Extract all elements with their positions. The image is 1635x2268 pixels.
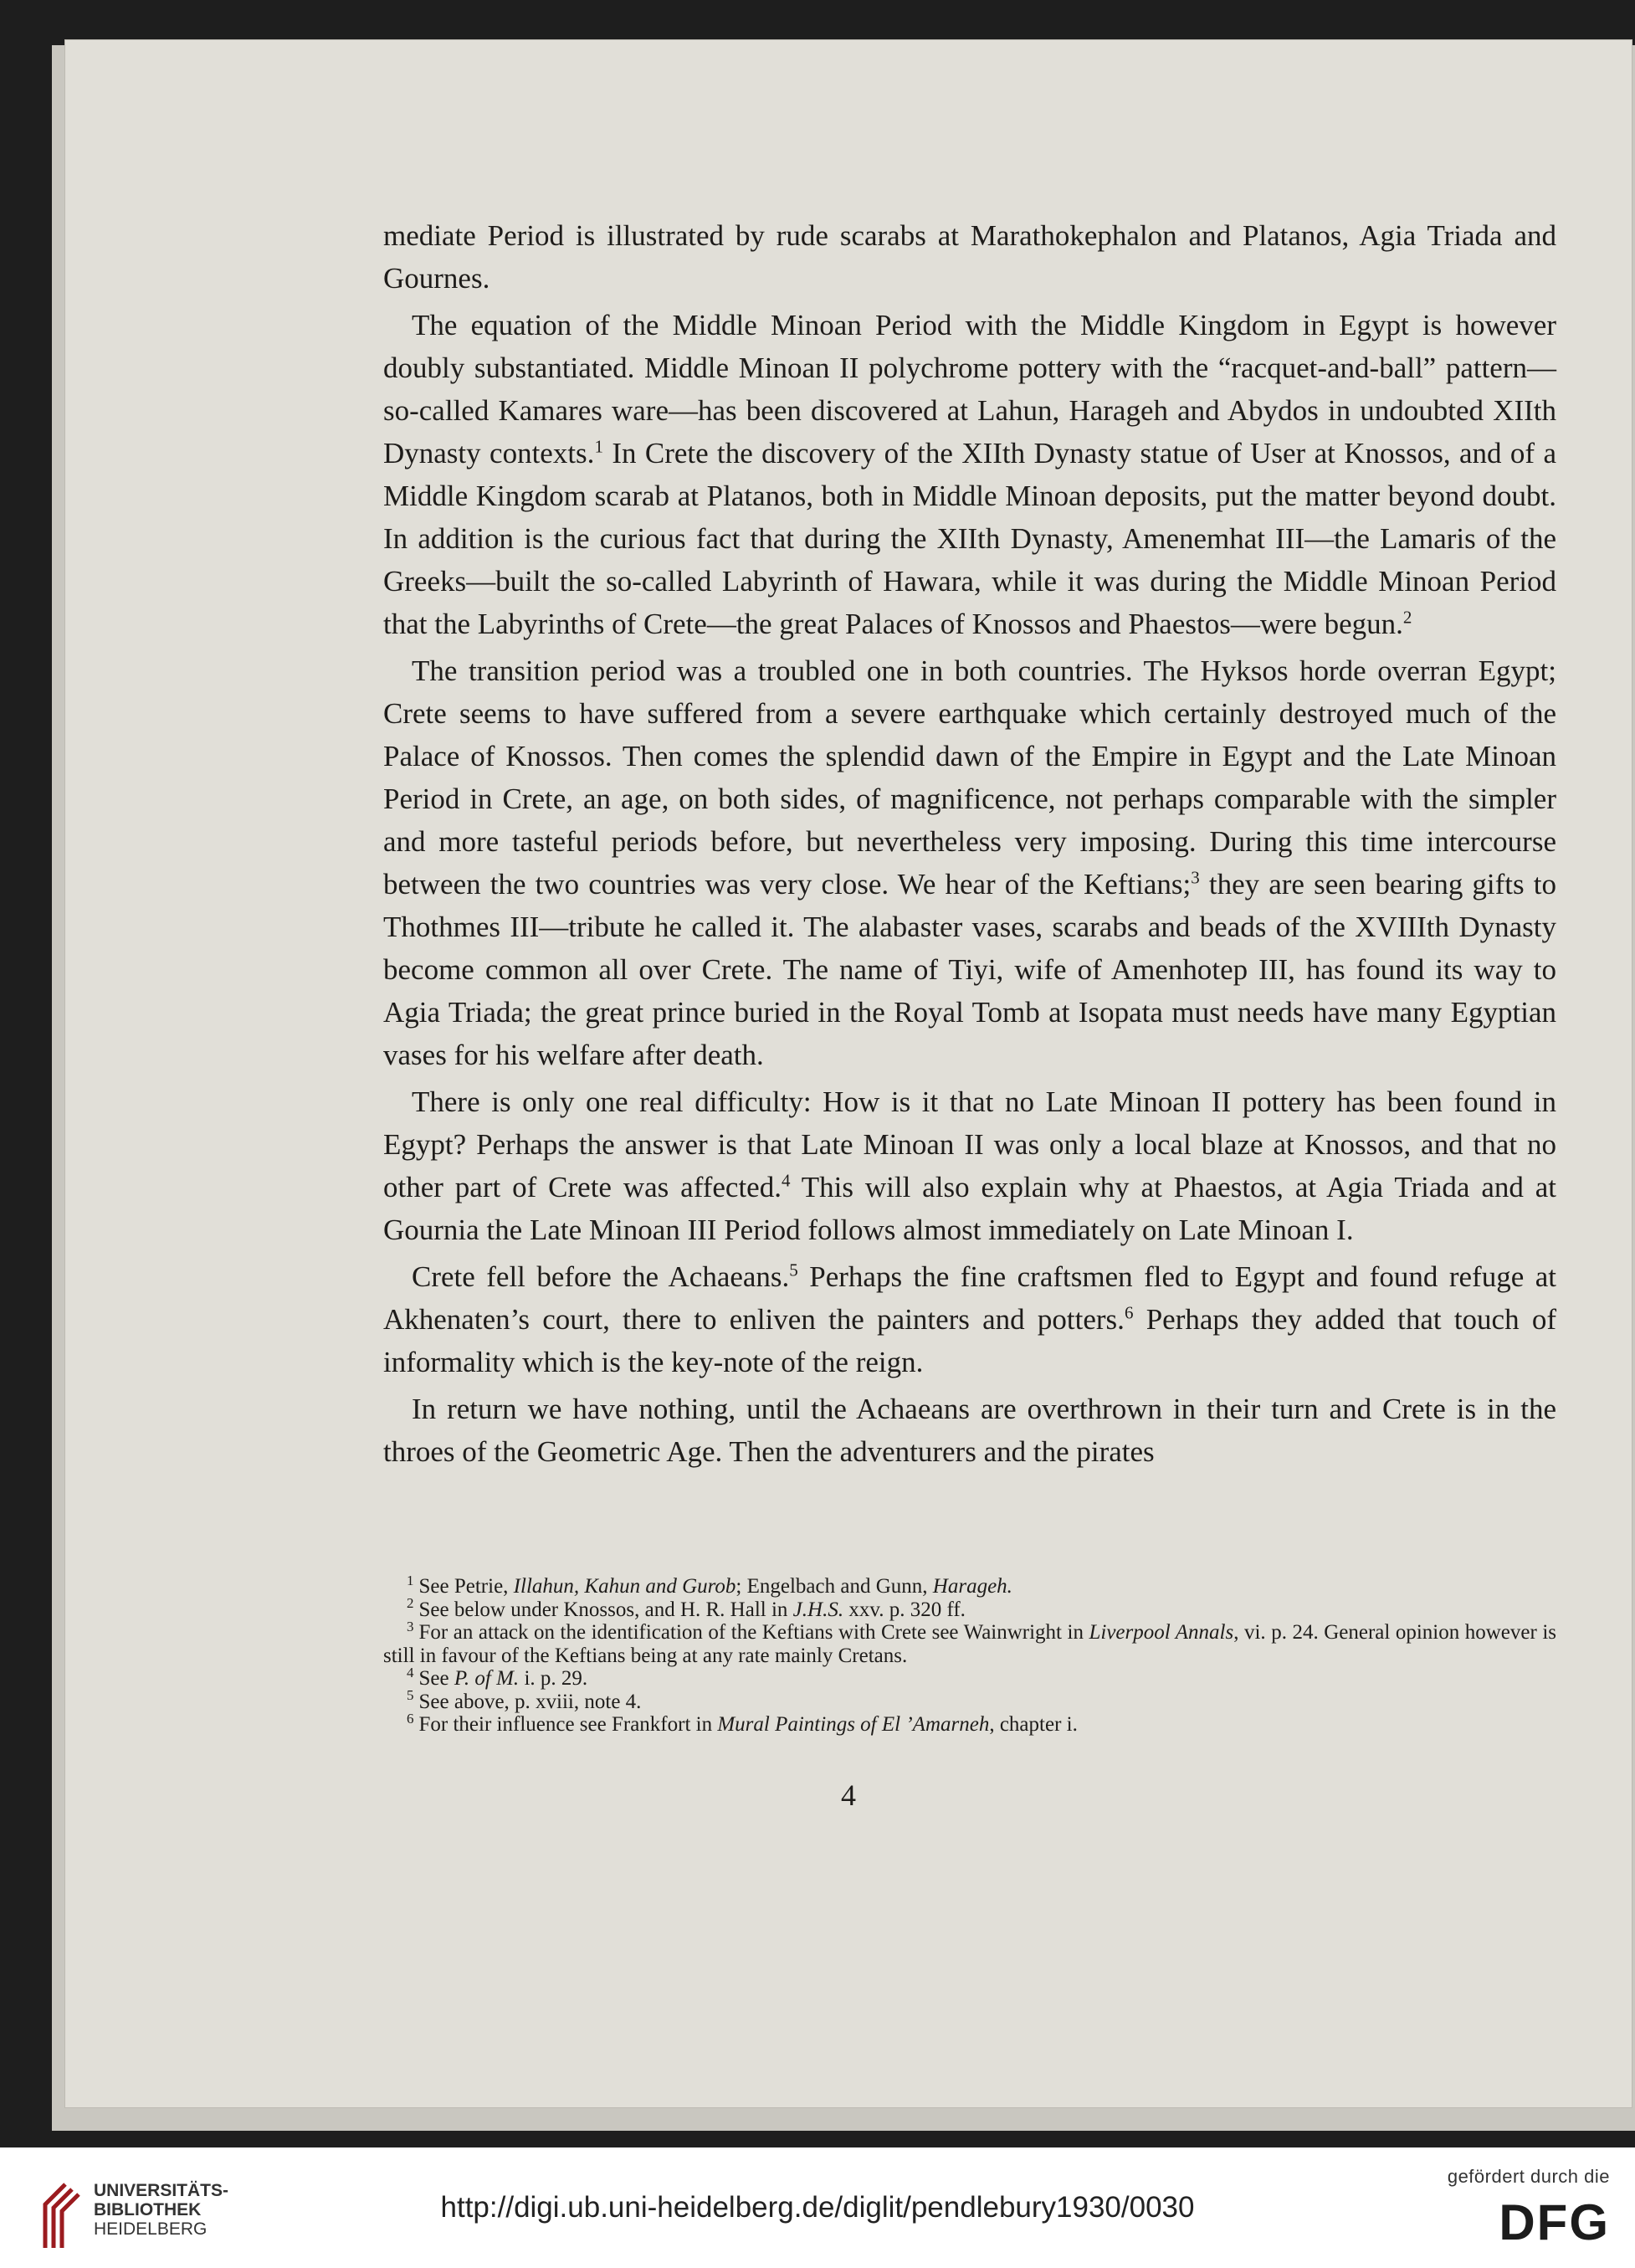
footnote-ref: 4	[781, 1170, 791, 1191]
text-run: For an attack on the identification of the Keftians with Crete see Wainwright in	[418, 1621, 1089, 1644]
footnote-ref: 6	[1124, 1302, 1134, 1323]
footnote	[383, 1572, 1556, 1598]
permalink-url[interactable]: http://digi.ub.uni-heidelberg.de/diglit/pendlebury1930/0030	[440, 2191, 1195, 2224]
paragraph	[383, 1080, 1556, 1251]
paragraph	[383, 214, 1556, 300]
footnote-ref: 1	[594, 436, 603, 457]
text-run: In return we have nothing, until the Achaeans are overthrown in their turn and Crete is in the throes of the Geometric Age. Then the adventurers and the pirates	[383, 1393, 1556, 1468]
text-run: , vi. p. 24. General opinion however is still in favour of the Keftians being at any rate mainly Cretans.	[383, 1621, 1557, 1667]
footnotes	[383, 1572, 1557, 1737]
library-name-line: BIBLIOTHEK	[94, 2200, 202, 2219]
text-run: , chapter i.	[989, 1713, 1078, 1736]
text-run: In Crete the discovery of the XIIth Dynasty statue of User at Knossos, and of a Middle Kingdom scarab at Platanos, both in Middle Minoan deposits, put the matter beyond doubt. In addition is the curious fact that during the XIIth Dynasty, Amenemhat III—the Lamaris of the Greeks—built the so-called Labyrinth of Hawara, while it was during the Middle Minoan Period that the Labyrinths of Crete—the great Palaces of Knossos and Phaestos—were begun.	[383, 437, 1556, 640]
text-run: mediate Period is illustrated by rude scarabs at Marathokephalon and Platanos, Agia Triada and Gournes.	[383, 219, 1556, 295]
footnote	[383, 1664, 1556, 1691]
text-run: This will also explain why at Phaestos, at Agia Triada and at Gournia the Late Minoan III Period follows almost immediately on Late Minoan I.	[383, 1171, 1557, 1246]
footnote-number: 6	[407, 1710, 414, 1727]
footnote-ref: 2	[1402, 607, 1412, 628]
text-run: Perhaps they added that touch of informality which is the key-note of the reign.	[383, 1303, 1556, 1378]
footnote-ref: 3	[1191, 867, 1200, 888]
dfg-logo-text: DFG	[1499, 2196, 1610, 2243]
text-run: There is only one real difficulty: How is it that no Late Minoan II pottery has been found in Egypt? Perhaps the answer is that Late Minoan II was only a local blaze at Knossos, and that no other part of Crete was affected.	[383, 1085, 1556, 1203]
text-run: they are seen bearing gifts to Thothmes III—tribute he called it. The alabaster vases, scarabs and beads of the XVIIIth Dynasty become common all over Crete. The name of Tiyi, wife of Amenhotep III, has found its way to Agia Triada; the great prince buried in the Royal Tomb at Isopata must needs have many Egyptian vases for his welfare after death.	[383, 868, 1556, 1071]
library-name-line: HEIDELBERG	[94, 2219, 208, 2239]
text-run: Perhaps the fine craftsmen fled to Egypt and found refuge at Akhenaten’s court, there to enliven the painters and potters.	[383, 1260, 1556, 1336]
text-run: See above, p. xviii, note 4.	[418, 1690, 642, 1713]
footnote-number: 5	[407, 1687, 414, 1704]
library-name-line: UNIVERSITÄTS-	[94, 2181, 229, 2200]
viewer-footer	[0, 2147, 1635, 2268]
paragraph	[383, 649, 1556, 1076]
text-run: For their influence see Frankfort in	[418, 1713, 718, 1736]
text-run: xxv. p. 320 ff.	[843, 1598, 966, 1621]
text-run: Crete fell before the Achaeans.	[412, 1260, 790, 1293]
footnote	[383, 1618, 1557, 1667]
paragraph	[383, 1255, 1556, 1383]
text-run: i. p. 29.	[519, 1667, 588, 1690]
footnote-number: 1	[407, 1572, 414, 1588]
italic-title: P. of M.	[454, 1667, 520, 1690]
dfg-logo-icon[interactable]	[1463, 2196, 1610, 2243]
italic-title: Liverpool Annals	[1089, 1621, 1234, 1644]
footnote-number: 4	[407, 1664, 414, 1680]
italic-title: J.H.S.	[792, 1598, 844, 1621]
text-run: The equation of the Middle Minoan Period with the Middle Kingdom in Egypt is however doubly substantiated. Middle Minoan II polychrome pottery with the “racquet-and-ball” pattern—so-called Kamares ware—has been discovered at Lahun, Harageh and Abydos in undoubted XIIth Dynasty contexts.	[383, 309, 1556, 470]
italic-title: Mural Paintings of El ’Amarneh	[717, 1713, 990, 1736]
book-page	[65, 40, 1632, 2107]
text-run: See Petrie,	[418, 1575, 514, 1598]
text-run: See	[418, 1667, 454, 1690]
footnote	[383, 1710, 1556, 1737]
text-run: See below under Knossos, and H. R. Hall in	[418, 1598, 793, 1621]
footnote	[383, 1595, 1556, 1622]
sponsor-caption: gefördert durch die	[1447, 2166, 1610, 2187]
italic-title: Illahun, Kahun and Gurob	[513, 1575, 736, 1598]
sponsor-block	[1426, 2166, 1610, 2243]
footnote-ref: 5	[789, 1260, 798, 1280]
footnote-number: 2	[407, 1595, 414, 1612]
paragraph	[383, 304, 1556, 645]
paragraph	[383, 1388, 1556, 1473]
footnote	[383, 1687, 1556, 1714]
text-run: ; Engelbach and Gunn,	[735, 1575, 933, 1598]
footnote-number: 3	[407, 1618, 414, 1634]
page-number: 4	[841, 1778, 856, 1812]
text-run: The transition period was a troubled one in both countries. The Hyksos horde overran Egypt; Crete seems to have suffered from a severe earthquake which certainly destroyed much of the Palace of Knossos. Then comes the splendid dawn of the Empire in Egypt and the Late Minoan Period in Crete, an age, on both sides, of magnificence, not perhaps comparable with the simpler and more tasteful periods before, but nevertheless very imposing. During this time intercourse between the two countries was very close. We hear of the Keftians;	[383, 654, 1556, 901]
italic-title: Harageh.	[932, 1575, 1012, 1598]
body-text	[383, 214, 1556, 1473]
